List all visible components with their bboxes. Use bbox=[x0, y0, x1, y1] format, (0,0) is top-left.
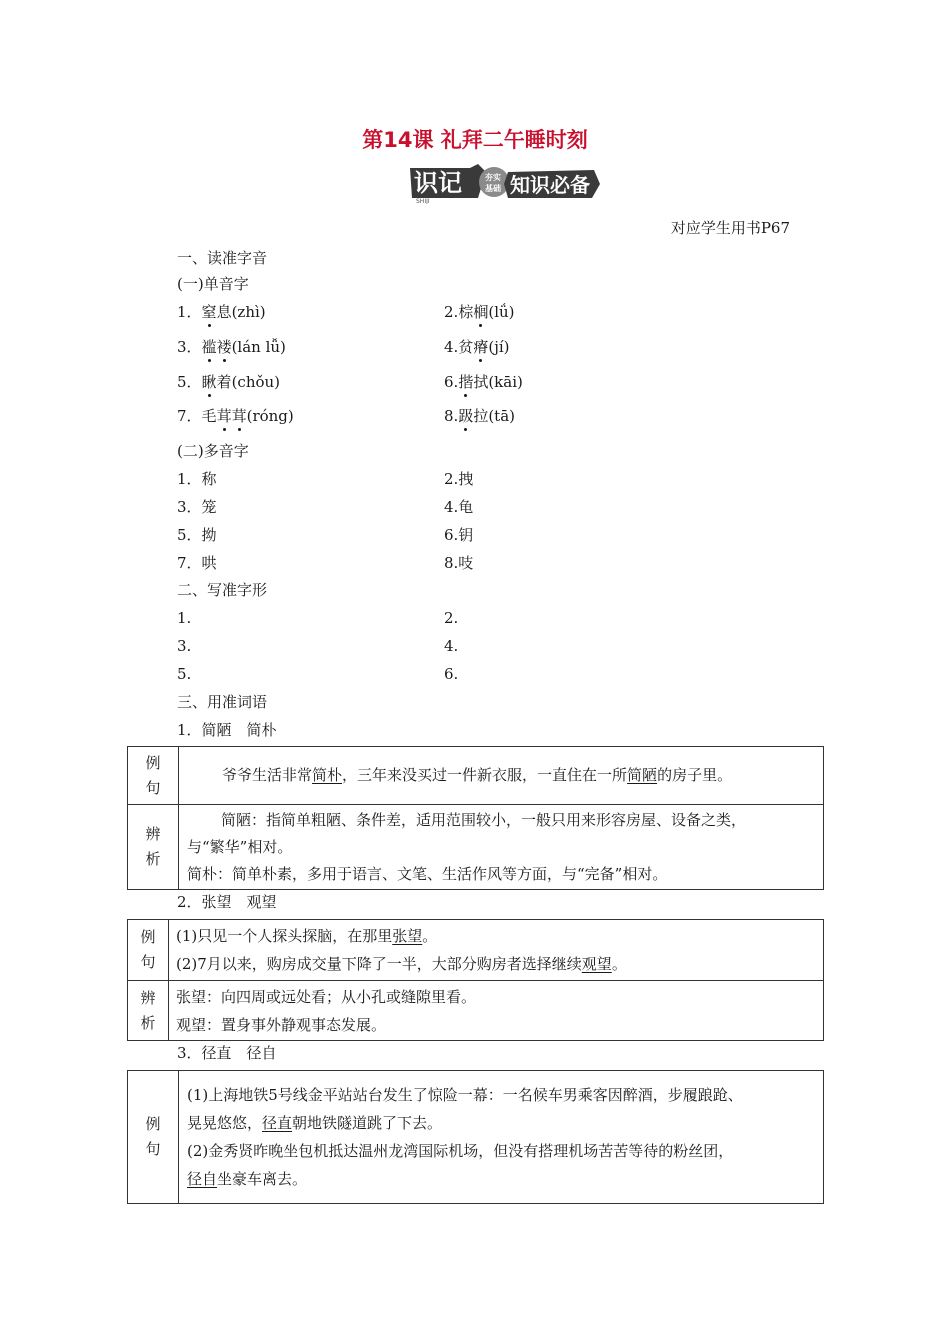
single-item-7: 7．毛茸茸(róng) bbox=[177, 407, 294, 425]
word-pair-2-title: 2．张望 观望 bbox=[177, 893, 277, 911]
multi-item-2: 2.拽 bbox=[444, 470, 474, 488]
multi-item-7: 7．哄 bbox=[177, 554, 217, 572]
example-label: 例 句 bbox=[128, 920, 169, 981]
banner-big-text-2: 知识必备 bbox=[510, 173, 590, 197]
word-pair-1-title: 1．简陋 简朴 bbox=[177, 721, 277, 739]
single-item-6: 6.揩拭(kāi) bbox=[444, 373, 523, 391]
banner-small-text-2: 基础 bbox=[485, 184, 501, 193]
form-item-5: 5. bbox=[177, 665, 192, 683]
word-pair-2-table bbox=[127, 919, 824, 1041]
form-item-2: 2. bbox=[444, 609, 459, 627]
banner-small-text-1: 夯实 bbox=[485, 173, 501, 182]
single-item-1: 1．窒息(zhì) bbox=[177, 303, 266, 321]
example-sentences: (1)上海地铁5号线金平站站台发生了惊险一幕：一名候车男乘客因醉酒，步履踉跄、 晃晃悠悠，径直朝地铁隧道跳了下去。 (2)金秀贤昨晚坐包机抵达温州龙湾国际机场，但没有搭理机场苦苦等待的粉丝团， 径自坐豪车离去。 bbox=[179, 1071, 824, 1204]
example-sentence: 爷爷生活非常简朴，三年来没买过一件新衣服，一直住在一所简陋的房子里。 bbox=[179, 747, 824, 805]
analysis-text: 张望：向四周或远处看；从小孔或缝隙里看。 观望：置身事外静观事态发展。 bbox=[169, 981, 824, 1041]
section-1-heading: 一、读准字音 bbox=[177, 249, 268, 267]
single-sound-heading: (一)单音字 bbox=[177, 275, 249, 293]
word-pair-1-table bbox=[127, 746, 824, 890]
section-2-heading: 二、写准字形 bbox=[177, 581, 268, 599]
example-sentences: (1)只见一个人探头探脑，在那里张望。 (2)7月以来，购房成交量下降了一半，大部分购房者选择继续观望。 bbox=[169, 920, 824, 981]
section-3-heading: 三、用准词语 bbox=[177, 693, 268, 711]
banner-big-text-1: 识记 bbox=[414, 169, 462, 197]
analysis-label: 辨 析 bbox=[128, 981, 169, 1041]
analysis-text: 简陋：指简单粗陋、条件差，适用范围较小，一般只用来形容房屋、设备之类， 与“繁华”相对。 简朴：简单朴素，多用于语言、文笔、生活作风等方面，与“完备”相对。 bbox=[179, 805, 824, 890]
multi-item-6: 6.钥 bbox=[444, 526, 474, 544]
word-pair-3-title: 3．径直 径自 bbox=[177, 1044, 277, 1062]
form-item-1: 1. bbox=[177, 609, 192, 627]
banner-pinyin: SHIJI bbox=[416, 198, 430, 204]
single-item-4: 4.贫瘠(jí) bbox=[444, 338, 510, 356]
multi-sound-heading: (二)多音字 bbox=[177, 442, 249, 460]
single-item-8: 8.趿拉(tā) bbox=[444, 407, 516, 425]
single-item-5: 5．瞅着(chǒu) bbox=[177, 373, 281, 391]
multi-item-3: 3．笼 bbox=[177, 498, 217, 516]
example-label: 例 句 bbox=[128, 747, 179, 805]
analysis-label: 辨 析 bbox=[128, 805, 179, 890]
multi-item-5: 5．拗 bbox=[177, 526, 217, 544]
form-item-4: 4. bbox=[444, 637, 459, 655]
multi-item-1: 1．称 bbox=[177, 470, 217, 488]
page-title: 第14课 礼拜二午睡时刻 bbox=[362, 128, 588, 152]
word-pair-3-table bbox=[127, 1070, 824, 1204]
example-label: 例 句 bbox=[128, 1071, 179, 1204]
multi-item-8: 8.吱 bbox=[444, 554, 474, 572]
form-item-3: 3. bbox=[177, 637, 192, 655]
section-banner bbox=[408, 162, 602, 204]
single-item-2: 2.棕榈(lǘ) bbox=[444, 303, 515, 321]
single-item-3: 3．褴褛(lán lǚ) bbox=[177, 338, 286, 356]
multi-item-4: 4.龟 bbox=[444, 498, 474, 516]
page-reference: 对应学生用书P67 bbox=[670, 219, 790, 237]
form-item-6: 6. bbox=[444, 665, 459, 683]
